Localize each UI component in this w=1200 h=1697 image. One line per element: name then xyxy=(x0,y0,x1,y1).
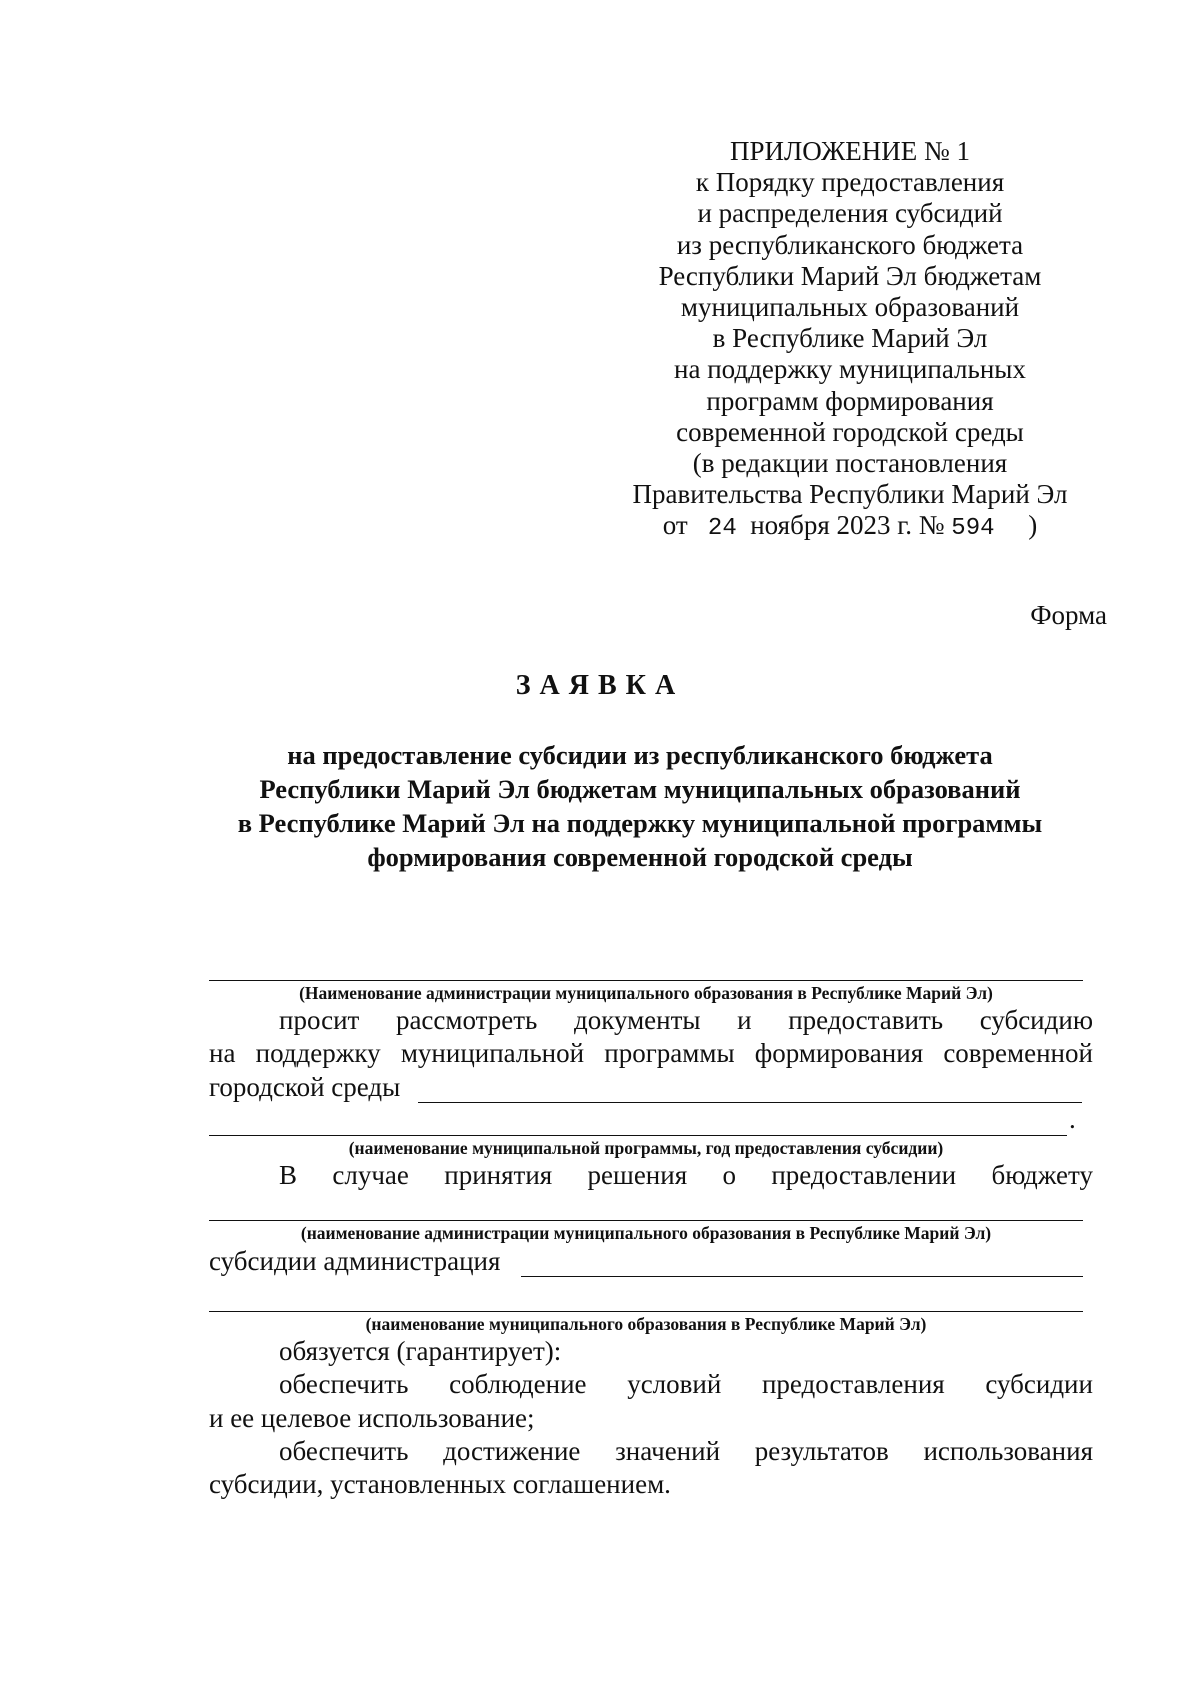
subtitle-line: на предоставление субсидии из республиканского бюджета xyxy=(287,740,993,770)
appendix-line: на поддержку муниципальных xyxy=(674,354,1026,385)
word: субсидии xyxy=(985,1369,1093,1399)
admin-name-line[interactable] xyxy=(209,980,1083,981)
document-subtitle xyxy=(160,738,1120,874)
word: случае xyxy=(332,1160,409,1190)
appendix-line: из республиканского бюджета xyxy=(676,229,1024,260)
appendix-line: муниципальных образований xyxy=(680,292,1020,323)
paragraph-2-line-1 xyxy=(279,1160,1093,1191)
municipality-caption: (наименование муниципального образования в Республике Марий Эл) xyxy=(365,1314,927,1334)
appendix-line: ПРИЛОЖЕНИЕ № 1 xyxy=(729,136,971,166)
appendix-block xyxy=(600,136,1100,545)
paragraph-1-line-3: городской среды xyxy=(209,1072,401,1102)
appendix-line: Правительства Республики Марий Эл xyxy=(632,479,1068,510)
word: использования xyxy=(923,1436,1093,1466)
resolution-number: 594 xyxy=(951,515,995,543)
date-close-paren: ) xyxy=(1028,510,1038,541)
program-name-line[interactable] xyxy=(418,1102,1082,1103)
word: обеспечить xyxy=(279,1436,409,1466)
obligation-heading: обязуется (гарантирует): xyxy=(279,1336,562,1366)
word: просит xyxy=(279,1005,360,1035)
appendix-line: программ формирования xyxy=(706,385,994,416)
paragraph-1-line-2 xyxy=(209,1038,1093,1069)
item-1-line-2: и ее целевое использование; xyxy=(209,1403,535,1433)
word: бюджету xyxy=(991,1160,1093,1190)
paragraph-1-line-1 xyxy=(279,1005,1093,1036)
word: и xyxy=(737,1005,752,1035)
admin-name-caption-2: (наименование администрации муниципального образования в Республике Марий Эл) xyxy=(300,1223,992,1243)
word: В xyxy=(279,1160,298,1190)
subtitle-line: Республики Марий Эл бюджетам муниципальных образований xyxy=(259,774,1021,804)
administration-line[interactable] xyxy=(521,1276,1083,1277)
program-name-line-2[interactable] xyxy=(209,1135,1067,1136)
word: принятия xyxy=(444,1160,553,1190)
word: субсидию xyxy=(979,1005,1093,1035)
word: предоставить xyxy=(788,1005,944,1035)
municipality-line[interactable] xyxy=(209,1311,1083,1312)
word: рассмотреть xyxy=(395,1005,538,1035)
period: . xyxy=(1069,1104,1076,1134)
form-label: Форма xyxy=(1030,600,1107,630)
word: современной xyxy=(943,1038,1093,1068)
program-name-caption: (наименование муниципальной программы, год предоставления субсидии) xyxy=(348,1138,944,1158)
subtitle-line: формирования современной городской среды xyxy=(367,842,913,872)
date-month-year: ноября 2023 г. № xyxy=(750,510,945,541)
word: предоставления xyxy=(761,1369,945,1399)
appendix-line: в Республике Марий Эл xyxy=(712,323,988,354)
document-title: ЗАЯВКА xyxy=(515,670,685,701)
appendix-line: современной городской среды xyxy=(676,416,1024,447)
item-2-line-1 xyxy=(279,1436,1093,1467)
word: значений xyxy=(615,1436,721,1466)
appendix-line: Республики Марий Эл бюджетам xyxy=(658,260,1042,291)
date-prefix: от xyxy=(662,510,688,541)
date-day: 24 xyxy=(707,515,737,543)
appendix-date-line xyxy=(600,510,1100,544)
word: результатов xyxy=(754,1436,889,1466)
appendix-line: и распределения субсидий xyxy=(697,198,1003,229)
item-2-line-2: субсидии, установленных соглашением. xyxy=(209,1469,671,1499)
admin-name-caption: (Наименование администрации муниципального образования в Республике Марий Эл) xyxy=(299,983,993,1003)
paragraph-2-line-2: субсидии администрация xyxy=(209,1246,501,1276)
item-1-line-1 xyxy=(279,1369,1093,1400)
word: документы xyxy=(573,1005,701,1035)
word: соблюдение xyxy=(449,1369,587,1399)
word: муниципальной xyxy=(400,1038,585,1068)
word: на xyxy=(209,1038,236,1068)
word: о xyxy=(722,1160,736,1190)
word: достижение xyxy=(443,1436,581,1466)
admin-name-line-2[interactable] xyxy=(209,1220,1083,1221)
word: формирования xyxy=(754,1038,924,1068)
word: обеспечить xyxy=(279,1369,409,1399)
word: поддержку xyxy=(255,1038,381,1068)
appendix-line: (в редакции постановления xyxy=(692,448,1008,479)
word: предоставлении xyxy=(771,1160,957,1190)
subtitle-line: в Республике Марий Эл на поддержку муниципальной программы xyxy=(237,808,1043,838)
word: условий xyxy=(627,1369,722,1399)
word: решения xyxy=(587,1160,688,1190)
word: программы xyxy=(604,1038,735,1068)
appendix-line: к Порядку предоставления xyxy=(695,167,1005,198)
